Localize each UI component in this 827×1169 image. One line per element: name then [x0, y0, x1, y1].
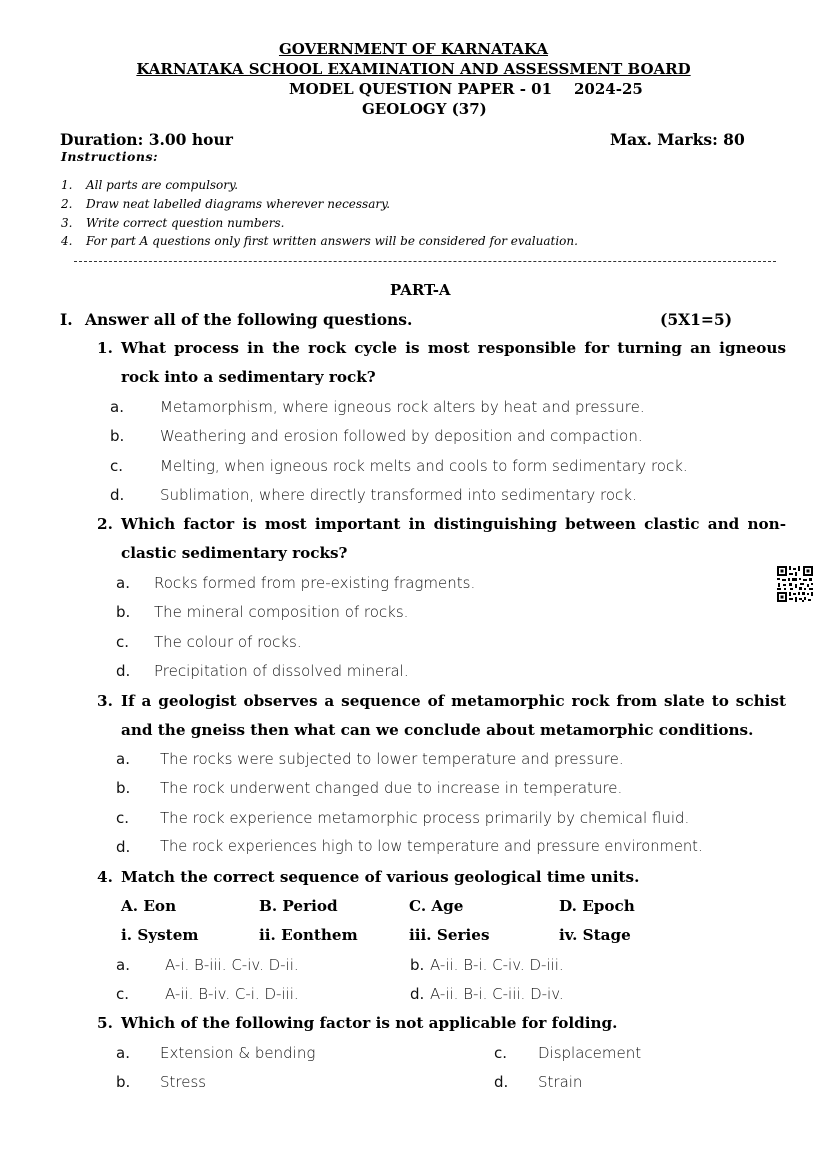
section-title: Answer all of the following questions. [85, 310, 413, 329]
option-text: Melting, when igneous rock melts and cools to form sedimentary rock. [160, 457, 688, 475]
question-text: If a geologist observes a sequence of metamorphic rock from slate to schist [121, 692, 786, 710]
option-text: The rocks were subjected to lower temperature and pressure. [160, 750, 624, 768]
option-text: Sublimation, where directly transformed into sedimentary rock. [160, 486, 637, 504]
option-label: d. [110, 486, 125, 504]
header-year: 2024-25 [574, 80, 643, 98]
option-label: c. [110, 457, 124, 475]
option-label: c. [494, 1044, 508, 1062]
option-text: The rock experience metamorphic process primarily by chemical fluid. [160, 809, 690, 827]
max-marks: Max. Marks: 80 [610, 130, 745, 149]
option-label: c. [116, 809, 130, 827]
question-text: Which factor is most important in distinguishing between clastic and non- [121, 515, 786, 533]
question-number: 3. [97, 692, 113, 710]
option-label: b. [116, 603, 131, 621]
option-text: A-ii. B-i. C-iv. D-iii. [430, 956, 564, 974]
question-number: 4. [97, 868, 113, 886]
option-label: d. [116, 838, 131, 856]
question-text: clastic sedimentary rocks? [121, 544, 348, 562]
instruction-text: All parts are compulsory. [86, 178, 239, 192]
match-item-b: i. System [121, 926, 199, 944]
part-title: PART-A [390, 281, 451, 299]
option-text: The rock underwent changed due to increase in temperature. [160, 779, 623, 797]
instruction-text: For part A questions only first written answers will be considered for evaluation. [86, 234, 578, 248]
option-text: Strain [538, 1073, 583, 1091]
option-label: a. [116, 574, 130, 592]
match-item-a: B. Period [259, 897, 338, 915]
option-text: Weathering and erosion followed by deposition and compaction. [160, 427, 643, 445]
question-number: 1. [97, 339, 113, 357]
option-text: A-i. B-iii. C-iv. D-ii. [165, 956, 299, 974]
option-label: d. [410, 985, 425, 1003]
option-label: a. [116, 750, 130, 768]
question-text: What process in the rock cycle is most responsible for turning an igneous [121, 339, 786, 357]
instruction-text: Draw neat labelled diagrams wherever necessary. [86, 197, 391, 211]
option-label: d. [116, 662, 131, 680]
match-item-a: A. Eon [121, 897, 177, 915]
option-label: c. [116, 633, 130, 651]
question-number: 2. [97, 515, 113, 533]
option-label: d. [494, 1073, 509, 1091]
option-text: A-ii. B-i. C-iii. D-iv. [430, 985, 564, 1003]
instruction-num: 3. [61, 216, 73, 230]
option-text: Extension & bending [160, 1044, 316, 1062]
option-label: b. [116, 779, 131, 797]
option-text: The mineral composition of rocks. [154, 603, 409, 621]
section-number: I. [60, 310, 73, 329]
header-government: GOVERNMENT OF KARNATAKA [278, 40, 549, 58]
dashed-divider [74, 261, 776, 262]
option-text: Metamorphism, where igneous rock alters by heat and pressure. [160, 398, 645, 416]
option-text: The rock experiences high to low temperature and pressure environment. [160, 838, 703, 855]
question-text: rock into a sedimentary rock? [121, 368, 376, 386]
instructions-title: Instructions: [61, 149, 159, 164]
instruction-text: Write correct question numbers. [86, 216, 285, 230]
option-label: b. [110, 427, 125, 445]
option-text: A-ii. B-iv. C-i. D-iii. [165, 985, 299, 1003]
instruction-num: 2. [61, 197, 73, 211]
option-text: The colour of rocks. [154, 633, 302, 651]
match-item-a: D. Epoch [559, 897, 635, 915]
option-label: c. [116, 985, 130, 1003]
duration: Duration: 3.00 hour [60, 130, 233, 149]
header-board: KARNATAKA SCHOOL EXAMINATION AND ASSESSMENT BOARD [136, 60, 691, 78]
section-marks: (5X1=5) [660, 310, 733, 329]
header-paper: MODEL QUESTION PAPER - 01 [289, 80, 553, 98]
match-item-a: C. Age [409, 897, 464, 915]
match-item-b: iii. Series [409, 926, 490, 944]
option-text: Displacement [538, 1044, 642, 1062]
option-label: b. [116, 1073, 131, 1091]
option-label: a. [116, 956, 130, 974]
question-number: 5. [97, 1014, 113, 1032]
option-text: Precipitation of dissolved mineral. [154, 662, 409, 680]
question-text: Which of the following factor is not applicable for folding. [121, 1014, 618, 1032]
question-text: Match the correct sequence of various geological time units. [121, 868, 640, 886]
header-subject: GEOLOGY (37) [362, 100, 487, 118]
match-item-b: ii. Eonthem [259, 926, 358, 944]
instruction-num: 4. [61, 234, 73, 248]
match-item-b: iv. Stage [559, 926, 631, 944]
option-label: a. [110, 398, 124, 416]
question-text: and the gneiss then what can we conclude about metamorphic conditions. [121, 721, 754, 739]
option-label: b. [410, 956, 425, 974]
qr-code-icon [776, 565, 814, 603]
option-text: Stress [160, 1073, 207, 1091]
option-text: Rocks formed from pre-existing fragments. [154, 574, 476, 592]
option-label: a. [116, 1044, 130, 1062]
instruction-num: 1. [61, 178, 73, 192]
